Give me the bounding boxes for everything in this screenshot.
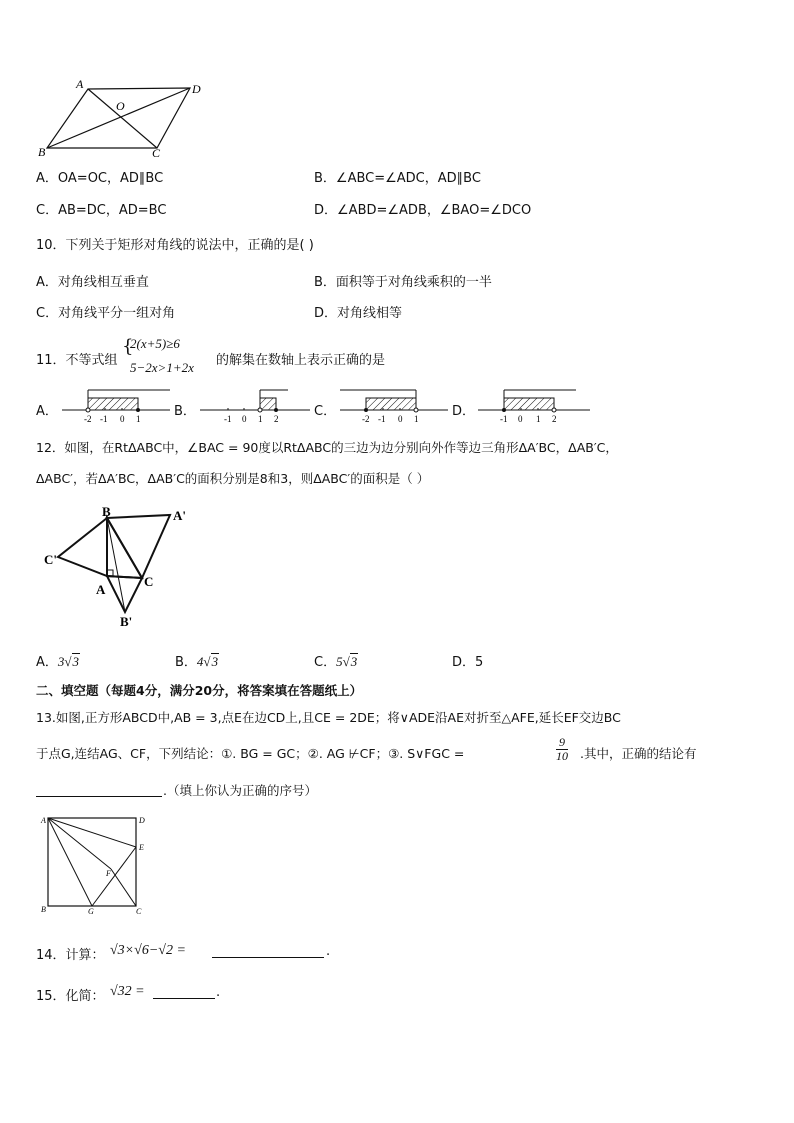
vertex-a-label: A (76, 77, 84, 91)
q14-end: . (326, 944, 331, 959)
vertex-b-label: B (38, 145, 46, 159)
fraction-numerator: 9 (556, 736, 568, 750)
vertex-d-label: D (192, 82, 201, 96)
vertex-a-prime-label: A' (173, 508, 186, 523)
q15-end: . (216, 985, 221, 1000)
tick-label: -1 (100, 414, 108, 424)
q15-expression: √32 = (110, 984, 145, 999)
q12-option-d[interactable] (452, 651, 483, 670)
tick-label: -1 (378, 414, 386, 424)
q9-option-a[interactable] (36, 167, 163, 186)
option-text: OA=OC，AD∥BC (57, 171, 164, 186)
option-key: A． (36, 655, 58, 670)
q13-answer-blank[interactable] (36, 780, 162, 797)
q13-line2b: .其中，正确的结论有 (580, 746, 697, 761)
q11-prefix: 11．不等式组 (36, 353, 118, 368)
number-line-d (476, 388, 592, 424)
tick-label: -2 (362, 414, 370, 424)
vertex-c-prime-label: C' (44, 552, 57, 567)
vertex-a-label: A (96, 582, 106, 597)
vertex-c-label: C (152, 146, 161, 160)
q13-line2a: 于点G,连结AG、CF，下列结论：①. BG = GC；②. AG ⊬CF；③. S∨FGC = (36, 746, 465, 761)
option-text: 对角线平分一组对角 (58, 306, 176, 321)
q13-fraction (556, 736, 568, 763)
option-text: 面积等于对角线乘积的一半 (335, 275, 492, 290)
q11-option-c-label[interactable]: C． (314, 404, 337, 419)
q14-answer-blank[interactable] (212, 941, 324, 958)
q12-line1: 12．如图，在RtΔABC中，∠BAC = 90度以RtΔABC的三边为边分别向外作等边三角形ΔA′BC，ΔAB′C， (36, 440, 618, 455)
option-key: D． (314, 203, 338, 218)
option-text: 5 (475, 655, 484, 670)
fraction-denominator: 10 (556, 749, 568, 763)
q15-answer-blank[interactable] (153, 982, 215, 999)
q12-option-c[interactable]: C．5√3 (314, 654, 358, 670)
vertex-c-label: C (144, 574, 154, 589)
option-text: 对角线相互垂直 (57, 275, 149, 290)
vertex-a-label: A (41, 816, 46, 825)
q12-option-b[interactable]: B．4√3 (175, 654, 219, 670)
q14-prefix: 14．计算： (36, 948, 105, 963)
q10-stem: 10．下列关于矩形对角线的说法中，正确的是( ) (36, 238, 314, 253)
option-coef: 4 (196, 654, 204, 669)
tick-label: 0 (120, 414, 125, 424)
q11-ineq2: 5−2x>1+2x (130, 360, 194, 375)
tick-label: 2 (552, 414, 557, 424)
tick-label: 1 (414, 414, 419, 424)
q14-expression: √3×√6−√2 = (110, 943, 186, 958)
q11-suffix: 的解集在数轴上表示正确的是 (216, 353, 386, 368)
vertex-c-label: C (136, 907, 142, 916)
option-key: C． (314, 655, 337, 670)
vertex-b-label: B (102, 504, 111, 519)
option-text: ∠ABD=∠ADB，∠BAO=∠DCO (337, 203, 532, 218)
option-key: D． (452, 655, 476, 670)
number-line-a (60, 388, 172, 424)
option-key: D． (314, 306, 338, 321)
parallelogram-figure (30, 76, 210, 160)
tick-label: -1 (500, 414, 508, 424)
q11-option-d-label[interactable]: D． (452, 404, 476, 419)
q10-option-b[interactable] (314, 271, 492, 290)
option-key: B． (314, 275, 336, 290)
option-text: ∠ABC=∠ADC，AD∥BC (335, 171, 481, 186)
tick-label: 0 (398, 414, 403, 424)
option-radicand: 3 (211, 654, 219, 669)
q15-prefix: 15．化简： (36, 989, 105, 1004)
q12-line2: ΔABC′，若ΔA′BC，ΔAB′C的面积分别是8和3，则ΔABC′的面积是（ ） (36, 471, 430, 486)
option-key: C． (36, 203, 59, 218)
option-key: B． (314, 171, 336, 186)
option-radicand: 3 (350, 654, 358, 669)
vertex-d-label: D (139, 816, 145, 825)
option-key: C． (36, 306, 59, 321)
center-o-label: O (116, 99, 125, 113)
q9-option-b[interactable] (314, 167, 481, 186)
vertex-b-prime-label: B' (120, 614, 133, 629)
option-key: A． (36, 275, 58, 290)
option-radicand: 3 (72, 654, 80, 669)
tick-label: 0 (518, 414, 523, 424)
vertex-g-label: G (88, 907, 94, 916)
q11-ineq1: 2(x+5)≥6 (130, 336, 180, 351)
equilateral-triangles-figure (40, 500, 200, 630)
q13-line3: .（填上你认为正确的序号） (163, 783, 317, 798)
q13-line1: 13.如图,正方形ABCD中,AB = 3,点E在边CD上,且CE = 2DE；将∨ADE沿AE对折至△AFE,延长EF交边BC (36, 710, 621, 725)
q10-option-d[interactable] (314, 302, 402, 321)
tick-label: 0 (242, 414, 247, 424)
option-key: B． (175, 655, 197, 670)
vertex-f-label: F (106, 869, 111, 878)
option-coef: 3 (57, 654, 65, 669)
vertex-e-label: E (139, 843, 144, 852)
number-line-b (198, 388, 312, 424)
q9-option-d[interactable] (314, 199, 531, 218)
option-text: 对角线相等 (337, 306, 403, 321)
section-heading: 二、填空题（每题4分，满分20分，将答案填在答题纸上） (36, 683, 363, 698)
q11-option-a-label[interactable]: A． (36, 404, 58, 419)
vertex-b-label: B (41, 905, 46, 914)
q12-option-a[interactable]: A．3√3 (36, 654, 80, 670)
number-line-c (338, 388, 450, 424)
system-brace: { (122, 336, 134, 357)
square-fold-figure (38, 814, 148, 916)
q10-option-a[interactable] (36, 271, 149, 290)
tick-label: 1 (536, 414, 541, 424)
q11-option-b-label[interactable]: B． (174, 404, 196, 419)
tick-label: 2 (274, 414, 279, 424)
tick-label: 1 (258, 414, 263, 424)
option-coef: 5 (336, 654, 343, 669)
option-key: A． (36, 171, 58, 186)
q9-option-c[interactable] (36, 199, 166, 218)
tick-label: -2 (84, 414, 92, 424)
q10-option-c[interactable] (36, 302, 175, 321)
tick-label: 1 (136, 414, 141, 424)
option-text: AB=DC，AD=BC (58, 203, 167, 218)
tick-label: -1 (224, 414, 232, 424)
